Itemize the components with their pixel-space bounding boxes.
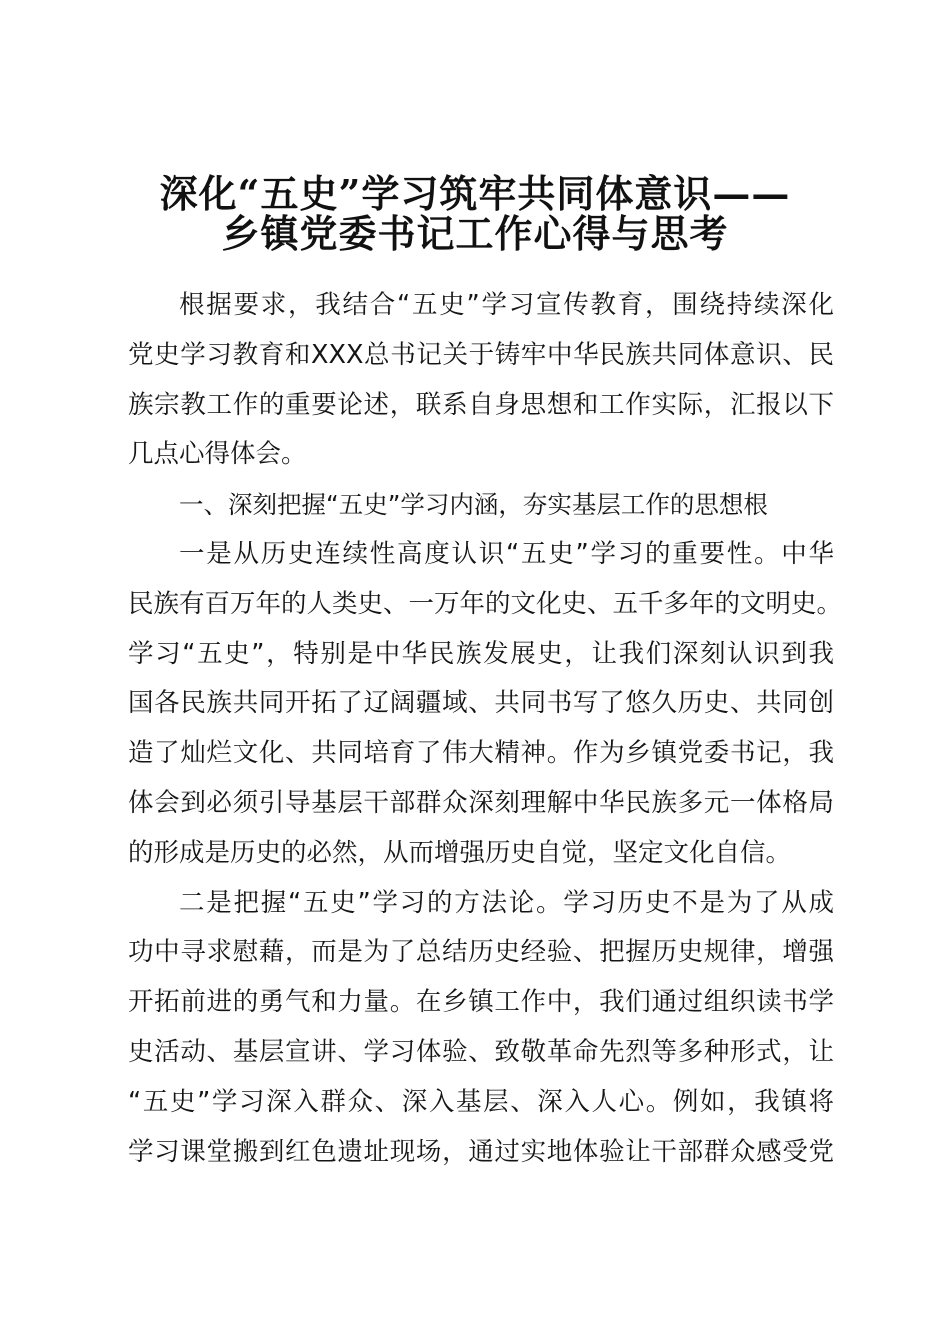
paragraph-line: 造了灿烂文化、共同培育了伟大精神。作为乡镇党委书记，我 (128, 738, 834, 769)
intro-line: 党史学习教育和XXX总书记关于铸牢中华民族共同体意识、民 (128, 339, 834, 370)
document-title-line-2: 乡镇党委书记工作心得与思考 (221, 211, 729, 256)
intro-line: 根据要求，我结合“五史”学习宣传教育，围绕持续深化 (179, 290, 834, 320)
paragraph-line: 的形成是历史的必然，从而增强历史自觉，坚定文化自信。 (128, 837, 792, 868)
paragraph-line: “五史”学习深入群众、深入基层、深入人心。例如，我镇将 (128, 1086, 834, 1117)
paragraph-line: 功中寻求慰藉，而是为了总结历史经验、把握历史规律，增强 (128, 937, 834, 968)
paragraph-line: 体会到必须引导基层干部群众深刻理解中华民族多元一体格局 (128, 787, 834, 818)
paragraph-line: 史活动、基层宣讲、学习体验、致敬革命先烈等多种形式，让 (128, 1036, 834, 1067)
section-heading: 一、深刻把握“五史”学习内涵，夯实基层工作的思想根 (179, 490, 768, 520)
paragraph-line: 开拓前进的勇气和力量。在乡镇工作中，我们通过组织读书学 (128, 987, 834, 1018)
paragraph-line: 学习“五史”，特别是中华民族发展史，让我们深刻认识到我 (128, 638, 834, 669)
paragraph-line: 国各民族共同开拓了辽阔疆域、共同书写了悠久历史、共同创 (128, 688, 834, 719)
intro-line: 族宗教工作的重要论述，联系自身思想和工作实际，汇报以下 (128, 389, 834, 420)
paragraph-line: 二是把握“五史”学习的方法论。学习历史不是为了从成 (179, 887, 834, 918)
document-title-line-1: 深化“五史”学习筑牢共同体意识—— (159, 171, 791, 216)
paragraph-line: 民族有百万年的人类史、一万年的文化史、五千多年的文明史。 (128, 588, 843, 619)
document-body (128, 281, 843, 1177)
intro-line: 几点心得体会。 (128, 439, 307, 470)
paragraph-line: 学习课堂搬到红色遗址现场，通过实地体验让干部群众感受党 (128, 1136, 834, 1167)
paragraph-line: 一是从历史连续性高度认识“五史”学习的重要性。中华 (179, 538, 834, 569)
